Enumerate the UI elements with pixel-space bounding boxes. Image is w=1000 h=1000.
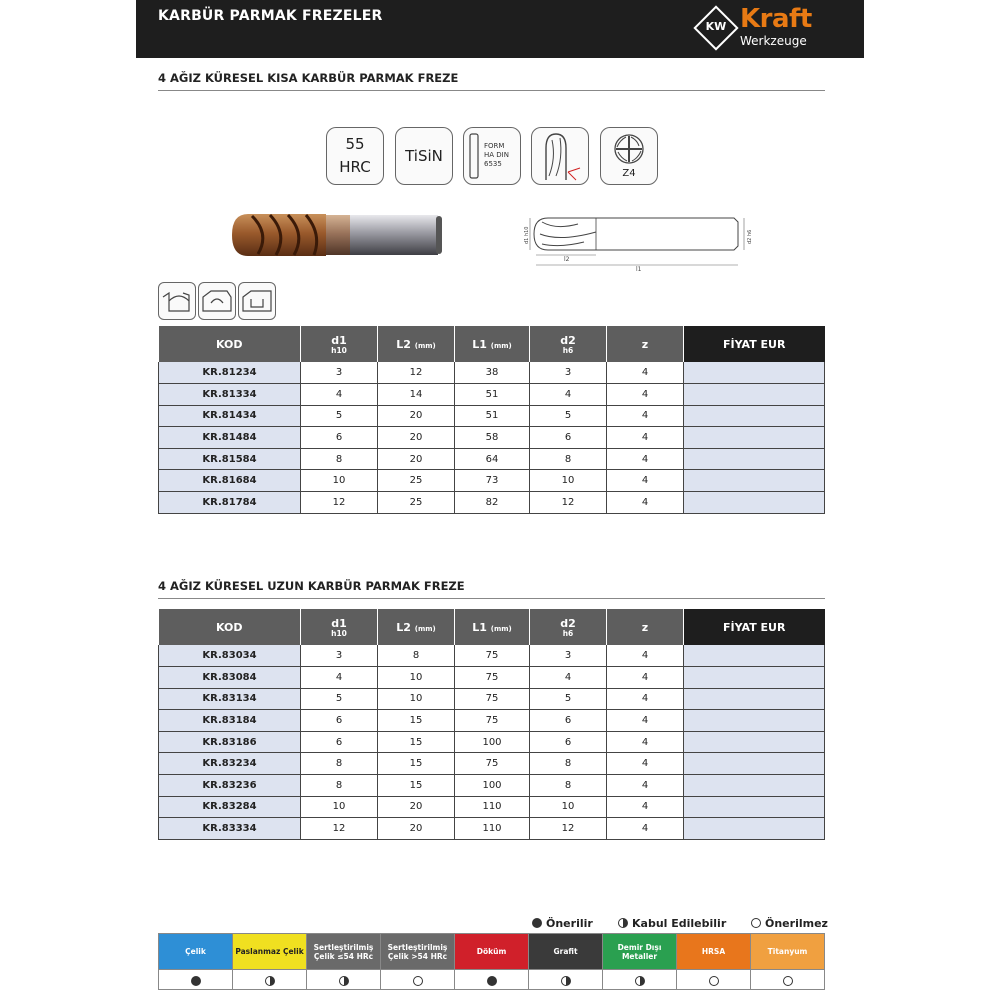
cell-price xyxy=(684,731,825,753)
cell-l1: 100 xyxy=(455,775,530,797)
form-label-3: 6535 xyxy=(484,160,502,168)
cell-l2: 10 xyxy=(378,688,455,710)
material-5: Grafit xyxy=(529,934,603,970)
four-flute-icon xyxy=(601,128,657,170)
cell-price xyxy=(684,470,825,492)
cell-l2: 14 xyxy=(378,384,455,406)
coating-label: TiSiN xyxy=(405,147,443,165)
col-d1: d1 h10 xyxy=(301,326,378,362)
cell-d2: 6 xyxy=(530,731,607,753)
material-rating-3 xyxy=(381,970,455,990)
full-circle-icon xyxy=(487,976,497,986)
cell-d2: 3 xyxy=(530,645,607,667)
cell-z: 4 xyxy=(607,818,684,840)
profile-milling-icon xyxy=(198,282,236,320)
cell-l2: 15 xyxy=(378,731,455,753)
cell-kod: KR.81484 xyxy=(159,427,301,449)
ball-nose-icon xyxy=(532,128,588,184)
cell-l2: 12 xyxy=(378,362,455,384)
legend-not-recommended: Önerilmez xyxy=(751,917,828,930)
cell-price xyxy=(684,710,825,732)
material-rating-4 xyxy=(455,970,529,990)
logo-kraft: Kraft xyxy=(740,4,812,34)
table-row xyxy=(159,710,825,732)
drawing-l2-label: l2 xyxy=(564,256,570,263)
material-rating-7 xyxy=(677,970,751,990)
empty-circle-icon xyxy=(413,976,423,986)
material-rating-8 xyxy=(751,970,825,990)
legend-recommended: Önerilir xyxy=(532,917,593,930)
hardness-pictogram xyxy=(326,127,384,185)
table-row xyxy=(159,405,825,427)
cell-z: 4 xyxy=(607,796,684,818)
cell-d2: 6 xyxy=(530,710,607,732)
cell-d2: 6 xyxy=(530,427,607,449)
cell-z: 4 xyxy=(607,645,684,667)
cell-d2: 3 xyxy=(530,362,607,384)
cell-price xyxy=(684,405,825,427)
col-z: z xyxy=(607,609,684,645)
cell-kod: KR.83084 xyxy=(159,667,301,689)
slot-milling-icon xyxy=(158,282,196,320)
cell-price xyxy=(684,753,825,775)
cell-d1: 5 xyxy=(301,688,378,710)
material-rating-2 xyxy=(307,970,381,990)
hardness-value: 55 xyxy=(345,135,365,153)
cell-l1: 110 xyxy=(455,818,530,840)
cell-l1: 51 xyxy=(455,384,530,406)
table-row xyxy=(159,667,825,689)
cell-l1: 75 xyxy=(455,688,530,710)
cell-d1: 5 xyxy=(301,405,378,427)
cell-z: 4 xyxy=(607,753,684,775)
table-header-row xyxy=(159,609,825,645)
material-7: HRSA xyxy=(677,934,751,970)
spec-table-short xyxy=(158,326,825,514)
cell-price xyxy=(684,645,825,667)
cell-l1: 100 xyxy=(455,731,530,753)
table-row xyxy=(159,775,825,797)
cell-d2: 10 xyxy=(530,470,607,492)
cell-d1: 8 xyxy=(301,753,378,775)
empty-circle-icon xyxy=(709,976,719,986)
full-circle-icon xyxy=(191,976,201,986)
cell-kod: KR.81784 xyxy=(159,492,301,514)
col-l1: L1 (mm) xyxy=(455,609,530,645)
table-row xyxy=(159,818,825,840)
cell-l1: 75 xyxy=(455,710,530,732)
col-d2: d2 h6 xyxy=(530,609,607,645)
cell-kod: KR.83284 xyxy=(159,796,301,818)
cell-z: 4 xyxy=(607,384,684,406)
cell-l2: 10 xyxy=(378,667,455,689)
half-circle-icon xyxy=(618,918,628,928)
brand-logo xyxy=(700,4,824,50)
cell-kod: KR.81334 xyxy=(159,384,301,406)
cell-z: 4 xyxy=(607,405,684,427)
col-l1: L1 (mm) xyxy=(455,326,530,362)
cell-d2: 8 xyxy=(530,775,607,797)
form-label-1: FORM xyxy=(484,142,505,150)
cell-price xyxy=(684,492,825,514)
material-6: Demir Dışı Metaller xyxy=(603,934,677,970)
cell-d2: 8 xyxy=(530,448,607,470)
shank-icon xyxy=(467,133,481,179)
col-d2: d2 h6 xyxy=(530,326,607,362)
cell-d1: 4 xyxy=(301,384,378,406)
cell-d2: 12 xyxy=(530,492,607,514)
cell-d1: 10 xyxy=(301,470,378,492)
material-8: Titanyum xyxy=(751,934,825,970)
table-row xyxy=(159,688,825,710)
col-z: z xyxy=(607,326,684,362)
drawing-d1-label: d1 h10 xyxy=(524,226,530,244)
legend-acceptable: Kabul Edilebilir xyxy=(618,917,726,930)
cell-l1: 75 xyxy=(455,753,530,775)
cell-price xyxy=(684,818,825,840)
cell-l1: 110 xyxy=(455,796,530,818)
col-l2: L2 (mm) xyxy=(378,326,455,362)
form-label-2: HA DIN xyxy=(484,151,509,159)
half-circle-icon xyxy=(265,976,275,986)
cell-z: 4 xyxy=(607,470,684,492)
cell-d1: 8 xyxy=(301,448,378,470)
logo-werkzeuge: Werkzeuge xyxy=(740,34,807,48)
col-price: FİYAT EUR xyxy=(684,609,825,645)
cell-z: 4 xyxy=(607,731,684,753)
material-rating-1 xyxy=(233,970,307,990)
cell-z: 4 xyxy=(607,775,684,797)
cell-price xyxy=(684,362,825,384)
spec-table-long xyxy=(158,609,825,840)
cell-kod: KR.83034 xyxy=(159,645,301,667)
cell-d1: 6 xyxy=(301,731,378,753)
empty-circle-icon xyxy=(751,918,761,928)
page-title: KARBÜR PARMAK FREZELER xyxy=(158,8,383,24)
cell-l2: 15 xyxy=(378,753,455,775)
section-title-long: 4 AĞIZ KÜRESEL UZUN KARBÜR PARMAK FREZE xyxy=(158,579,465,593)
cell-z: 4 xyxy=(607,427,684,449)
cell-d2: 5 xyxy=(530,405,607,427)
cell-d2: 5 xyxy=(530,688,607,710)
cell-d1: 12 xyxy=(301,818,378,840)
cell-kod: KR.83186 xyxy=(159,731,301,753)
section-divider xyxy=(158,598,825,599)
tool-photo xyxy=(230,210,445,260)
flutes-label: Z4 xyxy=(622,168,636,179)
empty-circle-icon xyxy=(783,976,793,986)
cell-kod: KR.83184 xyxy=(159,710,301,732)
col-d1: d1 h10 xyxy=(301,609,378,645)
table-header-row xyxy=(159,326,825,362)
header-banner xyxy=(136,0,864,58)
hardness-unit: HRC xyxy=(339,158,371,176)
shank-form-pictogram xyxy=(463,127,521,185)
cell-price xyxy=(684,448,825,470)
table-row xyxy=(159,384,825,406)
cell-z: 4 xyxy=(607,667,684,689)
cell-d1: 4 xyxy=(301,667,378,689)
cell-l2: 8 xyxy=(378,645,455,667)
cell-kod: KR.81684 xyxy=(159,470,301,492)
cell-d1: 6 xyxy=(301,427,378,449)
cell-l2: 20 xyxy=(378,427,455,449)
cell-z: 4 xyxy=(607,448,684,470)
table-row xyxy=(159,645,825,667)
cell-l1: 38 xyxy=(455,362,530,384)
material-rating-5 xyxy=(529,970,603,990)
cell-d1: 12 xyxy=(301,492,378,514)
material-rating-row xyxy=(159,970,825,990)
table-row xyxy=(159,731,825,753)
section-divider xyxy=(158,90,825,91)
cell-d1: 10 xyxy=(301,796,378,818)
material-2: Sertleştirilmiş Çelik ≤54 HRc xyxy=(307,934,381,970)
material-header-row xyxy=(159,934,825,970)
cell-l1: 64 xyxy=(455,448,530,470)
cell-l2: 15 xyxy=(378,710,455,732)
cell-l2: 25 xyxy=(378,470,455,492)
ball-nose-pictogram xyxy=(531,127,589,185)
cell-z: 4 xyxy=(607,362,684,384)
table-row xyxy=(159,362,825,384)
col-l2: L2 (mm) xyxy=(378,609,455,645)
cell-l2: 25 xyxy=(378,492,455,514)
cell-l1: 73 xyxy=(455,470,530,492)
cell-l2: 20 xyxy=(378,405,455,427)
cell-price xyxy=(684,427,825,449)
cell-price xyxy=(684,688,825,710)
cell-d1: 3 xyxy=(301,362,378,384)
pocket-milling-icon xyxy=(238,282,276,320)
cell-l1: 51 xyxy=(455,405,530,427)
cell-kod: KR.81234 xyxy=(159,362,301,384)
cell-d2: 10 xyxy=(530,796,607,818)
cell-d2: 8 xyxy=(530,753,607,775)
cell-z: 4 xyxy=(607,688,684,710)
cell-l1: 75 xyxy=(455,645,530,667)
table-row xyxy=(159,427,825,449)
cell-kod: KR.81584 xyxy=(159,448,301,470)
cell-l2: 15 xyxy=(378,775,455,797)
material-0: Çelik xyxy=(159,934,233,970)
technical-drawing xyxy=(520,212,755,272)
cell-kod: KR.83134 xyxy=(159,688,301,710)
flutes-pictogram xyxy=(600,127,658,185)
cell-d1: 3 xyxy=(301,645,378,667)
coating-pictogram xyxy=(395,127,453,185)
cell-l1: 75 xyxy=(455,667,530,689)
half-circle-icon xyxy=(339,976,349,986)
cell-d1: 8 xyxy=(301,775,378,797)
col-kod: KOD xyxy=(159,609,301,645)
col-kod: KOD xyxy=(159,326,301,362)
section-title-short: 4 AĞIZ KÜRESEL KISA KARBÜR PARMAK FREZE xyxy=(158,71,459,85)
cell-l2: 20 xyxy=(378,796,455,818)
cell-l2: 20 xyxy=(378,818,455,840)
cell-z: 4 xyxy=(607,492,684,514)
logo-kw: KW xyxy=(705,20,727,33)
cell-kod: KR.83334 xyxy=(159,818,301,840)
cell-price xyxy=(684,384,825,406)
col-price: FİYAT EUR xyxy=(684,326,825,362)
cell-d1: 6 xyxy=(301,710,378,732)
cell-d2: 4 xyxy=(530,667,607,689)
drawing-d2-label: d2 h6 xyxy=(747,229,753,244)
cell-z: 4 xyxy=(607,710,684,732)
cell-price xyxy=(684,775,825,797)
cell-l1: 82 xyxy=(455,492,530,514)
table-row xyxy=(159,448,825,470)
cell-kod: KR.83234 xyxy=(159,753,301,775)
table-row xyxy=(159,492,825,514)
cell-kod: KR.83236 xyxy=(159,775,301,797)
cell-kod: KR.81434 xyxy=(159,405,301,427)
cell-l2: 20 xyxy=(378,448,455,470)
material-rating-6 xyxy=(603,970,677,990)
drawing-l1-label: l1 xyxy=(636,266,642,272)
material-3: Sertleştirilmiş Çelik >54 HRc xyxy=(381,934,455,970)
material-4: Döküm xyxy=(455,934,529,970)
cell-price xyxy=(684,796,825,818)
cell-l1: 58 xyxy=(455,427,530,449)
half-circle-icon xyxy=(635,976,645,986)
table-row xyxy=(159,753,825,775)
material-1: Paslanmaz Çelik xyxy=(233,934,307,970)
cell-d2: 4 xyxy=(530,384,607,406)
full-circle-icon xyxy=(532,918,542,928)
cell-price xyxy=(684,667,825,689)
table-row xyxy=(159,796,825,818)
material-suitability-table xyxy=(158,933,825,990)
half-circle-icon xyxy=(561,976,571,986)
material-rating-0 xyxy=(159,970,233,990)
table-row xyxy=(159,470,825,492)
cell-d2: 12 xyxy=(530,818,607,840)
